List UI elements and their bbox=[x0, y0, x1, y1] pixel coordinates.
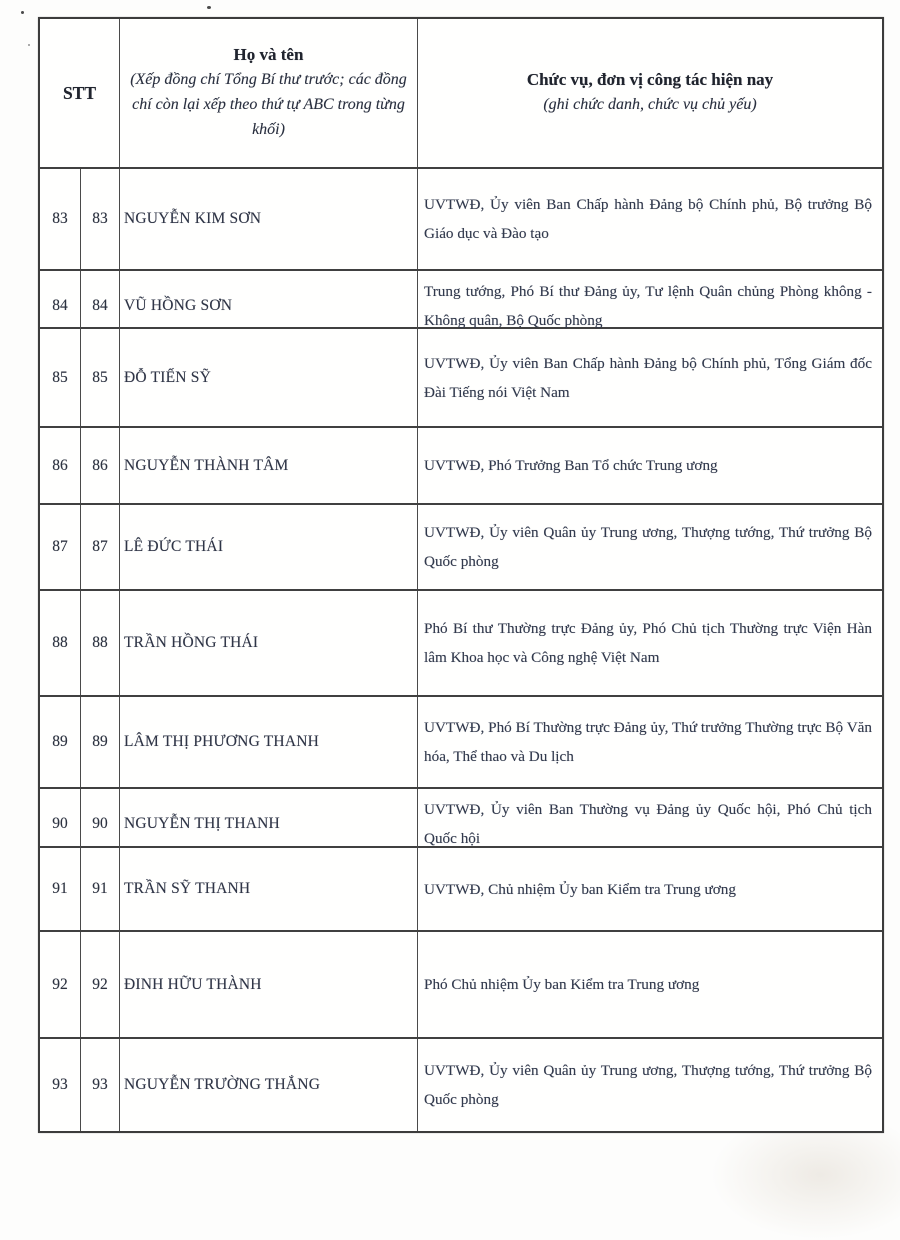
table-row bbox=[40, 503, 882, 589]
header-cell-position bbox=[417, 19, 882, 167]
table-row bbox=[40, 327, 882, 426]
cell-person-position bbox=[417, 848, 882, 930]
cell-stt-right bbox=[80, 848, 119, 930]
header-name-title: Họ và tên bbox=[233, 44, 304, 64]
cell-person-name bbox=[119, 1039, 417, 1131]
cell-person-name bbox=[119, 591, 417, 695]
cell-stt-right bbox=[80, 428, 119, 503]
table-row bbox=[40, 1037, 882, 1131]
cell-person-position bbox=[417, 428, 882, 503]
person-name: LÊ ĐỨC THÁI bbox=[124, 538, 224, 555]
table-row bbox=[40, 269, 882, 327]
cell-stt-left bbox=[40, 505, 80, 589]
person-position: Trung tướng, Phó Bí thư Đảng ủy, Tư lệnh Quân chủng Phòng không - Không quân, Bộ Quốc phòng bbox=[424, 283, 872, 329]
cell-person-name bbox=[119, 329, 417, 426]
row-number-left: 89 bbox=[52, 733, 68, 750]
row-number-right: 86 bbox=[92, 456, 108, 474]
table-row bbox=[40, 930, 882, 1037]
person-name: NGUYỄN THÀNH TÂM bbox=[124, 456, 289, 474]
cell-person-name bbox=[119, 169, 417, 269]
cell-person-position bbox=[417, 1039, 882, 1131]
row-number-right: 93 bbox=[92, 1076, 108, 1093]
row-number-right: 90 bbox=[92, 815, 108, 832]
table-body bbox=[40, 167, 882, 1131]
personnel-table bbox=[38, 17, 884, 1133]
row-number-right: 88 bbox=[92, 634, 108, 651]
cell-person-name bbox=[119, 848, 417, 930]
row-number-right: 85 bbox=[92, 368, 108, 386]
row-number-right: 92 bbox=[92, 975, 108, 993]
cell-stt-left bbox=[40, 169, 80, 269]
person-name: TRẦN SỸ THANH bbox=[124, 880, 251, 897]
cell-person-position bbox=[417, 505, 882, 589]
header-cell-name bbox=[119, 19, 417, 167]
person-position: Phó Bí thư Thường trực Đảng ủy, Phó Chủ tịch Thường trực Viện Hàn lâm Khoa học và Công nghệ Việt Nam bbox=[424, 620, 872, 666]
table-row bbox=[40, 695, 882, 787]
cell-stt-right bbox=[80, 329, 119, 426]
row-number-right: 91 bbox=[92, 880, 108, 897]
header-name-note: (Xếp đồng chí Tổng Bí thư trước; các đồng chí còn lại xếp theo thứ tự ABC trong từng khối) bbox=[130, 70, 407, 138]
row-number-left: 84 bbox=[52, 297, 68, 314]
cell-stt-right bbox=[80, 169, 119, 269]
person-name: TRẦN HỒNG THÁI bbox=[124, 634, 259, 651]
cell-stt-left bbox=[40, 848, 80, 930]
cell-stt-left bbox=[40, 697, 80, 787]
person-position: UVTWĐ, Ủy viên Ban Chấp hành Đảng bộ Chính phủ, Bộ trưởng Bộ Giáo dục và Đào tạo bbox=[424, 196, 872, 242]
row-number-left: 93 bbox=[52, 1076, 68, 1093]
cell-person-position bbox=[417, 329, 882, 426]
row-number-left: 90 bbox=[52, 815, 68, 832]
row-number-left: 91 bbox=[52, 880, 68, 897]
person-position: UVTWĐ, Phó Bí Thường trực Đảng ủy, Thứ trưởng Thường trực Bộ Văn hóa, Thể thao và Du lịch bbox=[424, 719, 872, 765]
table-row bbox=[40, 589, 882, 695]
cell-person-name bbox=[119, 505, 417, 589]
person-position: UVTWĐ, Ủy viên Quân ủy Trung ương, Thượng tướng, Thứ trưởng Bộ Quốc phòng bbox=[424, 524, 872, 570]
cell-person-position bbox=[417, 591, 882, 695]
row-number-left: 85 bbox=[52, 368, 68, 386]
person-position: UVTWĐ, Ủy viên Ban Thường vụ Đảng ủy Quốc hội, Phó Chủ tịch Quốc hội bbox=[424, 801, 872, 847]
table-row bbox=[40, 846, 882, 930]
person-position: UVTWĐ, Ủy viên Quân ủy Trung ương, Thượng tướng, Thứ trưởng Bộ Quốc phòng bbox=[424, 1062, 872, 1108]
person-name: NGUYỄN THỊ THANH bbox=[124, 815, 280, 832]
scan-speckle bbox=[207, 6, 211, 9]
row-number-left: 83 bbox=[52, 210, 68, 227]
person-position: UVTWĐ, Phó Trưởng Ban Tổ chức Trung ương bbox=[424, 457, 718, 474]
table-header-row bbox=[40, 19, 882, 167]
cell-stt-right bbox=[80, 932, 119, 1037]
header-cell-stt bbox=[40, 19, 119, 167]
cell-person-name bbox=[119, 697, 417, 787]
cell-stt-right bbox=[80, 591, 119, 695]
header-stt-label: STT bbox=[62, 82, 97, 103]
row-number-left: 87 bbox=[52, 538, 68, 555]
person-name: ĐINH HỮU THÀNH bbox=[124, 975, 262, 993]
row-number-right: 89 bbox=[92, 733, 108, 750]
person-name: ĐỖ TIẾN SỸ bbox=[124, 368, 211, 386]
cell-person-name bbox=[119, 428, 417, 503]
cell-stt-right bbox=[80, 505, 119, 589]
person-position: Phó Chủ nhiệm Ủy ban Kiểm tra Trung ương bbox=[424, 976, 700, 993]
cell-stt-right bbox=[80, 1039, 119, 1131]
scan-speckle bbox=[28, 44, 30, 46]
cell-person-position bbox=[417, 169, 882, 269]
row-number-right: 83 bbox=[92, 210, 108, 227]
person-position: UVTWĐ, Ủy viên Ban Chấp hành Đảng bộ Chính phủ, Tổng Giám đốc Đài Tiếng nói Việt Nam bbox=[424, 354, 872, 401]
cell-stt-left bbox=[40, 591, 80, 695]
cell-stt-left bbox=[40, 329, 80, 426]
cell-person-position bbox=[417, 932, 882, 1037]
table-row bbox=[40, 787, 882, 846]
scan-speckle bbox=[21, 11, 24, 14]
person-position: UVTWĐ, Chủ nhiệm Ủy ban Kiểm tra Trung ương bbox=[424, 880, 736, 898]
cell-stt-left bbox=[40, 932, 80, 1037]
person-name: VŨ HỒNG SƠN bbox=[124, 297, 233, 314]
row-number-left: 88 bbox=[52, 634, 68, 651]
row-number-right: 87 bbox=[92, 538, 108, 555]
header-position-title: Chức vụ, đơn vị công tác hiện nay bbox=[526, 69, 774, 89]
row-number-right: 84 bbox=[92, 297, 108, 314]
header-position-note: (ghi chức danh, chức vụ chủ yếu) bbox=[543, 95, 757, 113]
table-row bbox=[40, 426, 882, 503]
row-number-left: 86 bbox=[52, 456, 68, 474]
cell-stt-left bbox=[40, 1039, 80, 1131]
row-number-left: 92 bbox=[52, 975, 68, 993]
cell-stt-right bbox=[80, 697, 119, 787]
person-name: LÂM THỊ PHƯƠNG THANH bbox=[124, 733, 319, 750]
cell-person-name bbox=[119, 932, 417, 1037]
table-row bbox=[40, 167, 882, 269]
cell-stt-left bbox=[40, 428, 80, 503]
cell-person-position bbox=[417, 697, 882, 787]
person-name: NGUYỄN KIM SƠN bbox=[124, 210, 262, 227]
person-name: NGUYỄN TRƯỜNG THẮNG bbox=[124, 1076, 321, 1093]
